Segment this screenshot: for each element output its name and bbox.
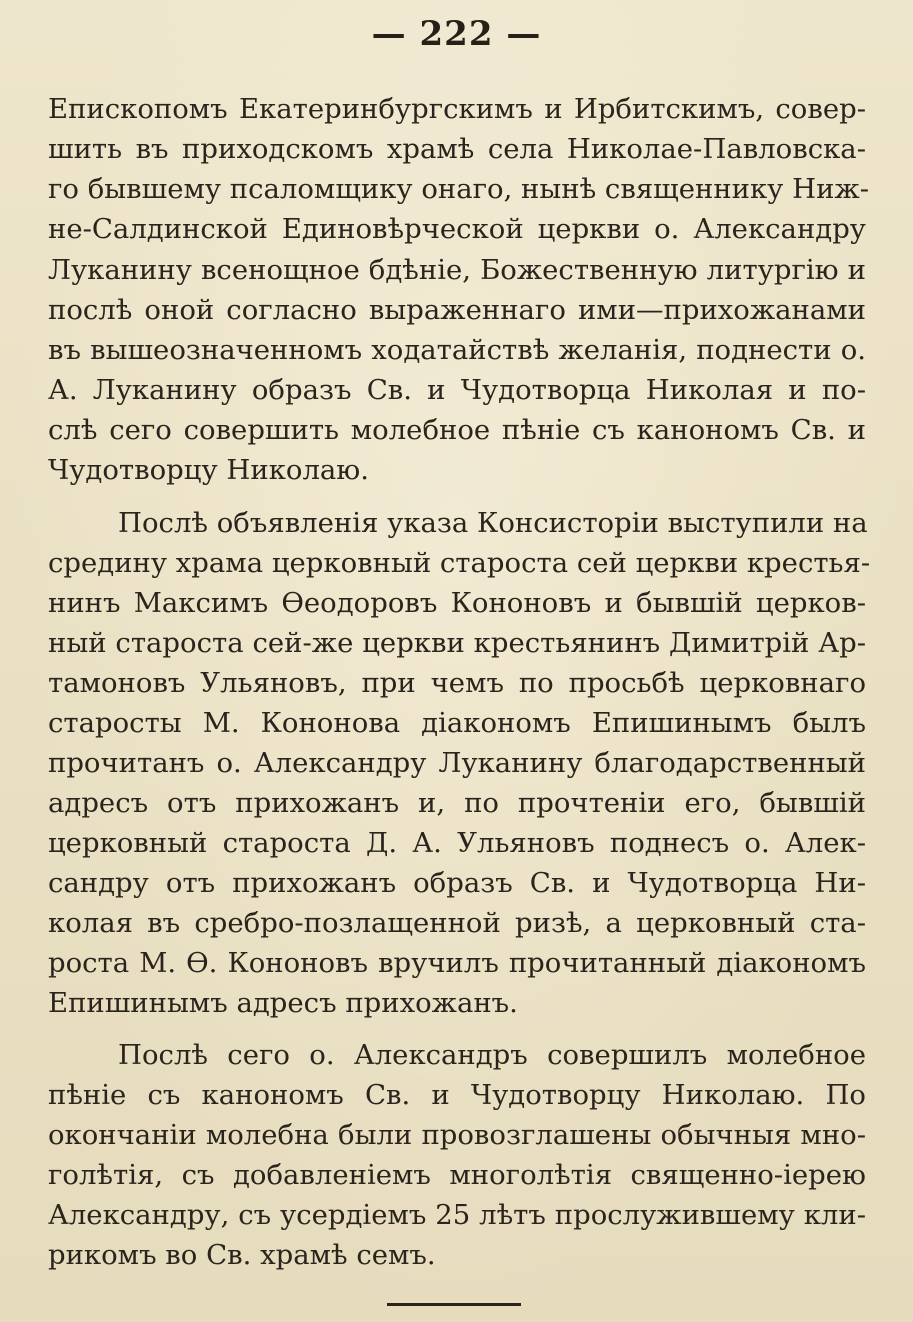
page-number: — 222 — — [371, 14, 542, 54]
text-line: средину храма церковный староста сей церкви крестья- — [48, 547, 871, 579]
text-line: пѣніе съ канономъ Св. и Чудотворцу Николаю. По — [48, 1079, 866, 1111]
text-line: слѣ сего совершить молебное пѣніе съ канономъ Св. и — [48, 414, 866, 446]
text-line: Послѣ сего о. Александръ совершилъ молебное — [118, 1039, 866, 1071]
text-line: роста М. Ѳ. Кононовъ вручилъ прочитанный діакономъ — [48, 947, 866, 979]
text-line: прочитанъ о. Александру Луканину благодарственный — [48, 747, 866, 779]
text-line: Епископомъ Екатеринбургскимъ и Ирбитскимъ, совер- — [48, 93, 866, 125]
text-line: Александру, съ усердіемъ 25 лѣтъ прослужившему кли- — [48, 1199, 866, 1231]
text-line: адресъ отъ прихожанъ и, по прочтеніи его, бывшій — [48, 787, 866, 819]
text-line: колая въ сребро-позлащенной ризѣ, а церковный ста- — [48, 907, 866, 939]
closing-rule — [387, 1303, 521, 1306]
text-line: нинъ Максимъ Ѳеодоровъ Кононовъ и бывшій церков- — [48, 587, 866, 619]
text-line: послѣ оной согласно выраженнаго ими—прихожанами — [48, 294, 866, 326]
text-line: въ вышеозначенномъ ходатайствѣ желанія, поднести о. — [48, 334, 866, 366]
text-line: Послѣ объявленія указа Консисторіи выступили на — [118, 507, 868, 539]
text-line: Епишинымъ адресъ прихожанъ. — [48, 987, 518, 1019]
text-line: ный староста сей-же церкви крестьянинъ Димитрій Ар- — [48, 627, 866, 659]
text-line: окончаніи молебна были провозглашены обычныя мно- — [48, 1119, 866, 1151]
text-line: рикомъ во Св. храмѣ семъ. — [48, 1239, 436, 1271]
text-line: тамоновъ Ульяновъ, при чемъ по просьбѣ церковнаго — [48, 667, 866, 699]
text-line: Луканину всенощное бдѣніе, Божественную литургію и — [48, 254, 866, 286]
text-line: голѣтія, съ добавленіемъ многолѣтія священно-іерею — [48, 1159, 866, 1191]
text-line: А. Луканину образъ Св. и Чудотворца Николая и по- — [48, 374, 866, 406]
text-line: не-Салдинской Единовѣрческой церкви о. Александру — [48, 213, 866, 245]
text-line: го бывшему псаломщику онаго, нынѣ священнику Ниж- — [48, 173, 869, 205]
text-line: Чудотворцу Николаю. — [48, 454, 369, 486]
text-line: церковный староста Д. А. Ульяновъ поднесъ о. Алек- — [48, 827, 866, 859]
text-line: шить въ приходскомъ храмѣ села Николае-Павловска- — [48, 133, 866, 165]
text-line: сандру отъ прихожанъ образъ Св. и Чудотворца Ни- — [48, 867, 866, 899]
text-line: старосты М. Кононова діакономъ Епишинымъ былъ — [48, 707, 866, 739]
